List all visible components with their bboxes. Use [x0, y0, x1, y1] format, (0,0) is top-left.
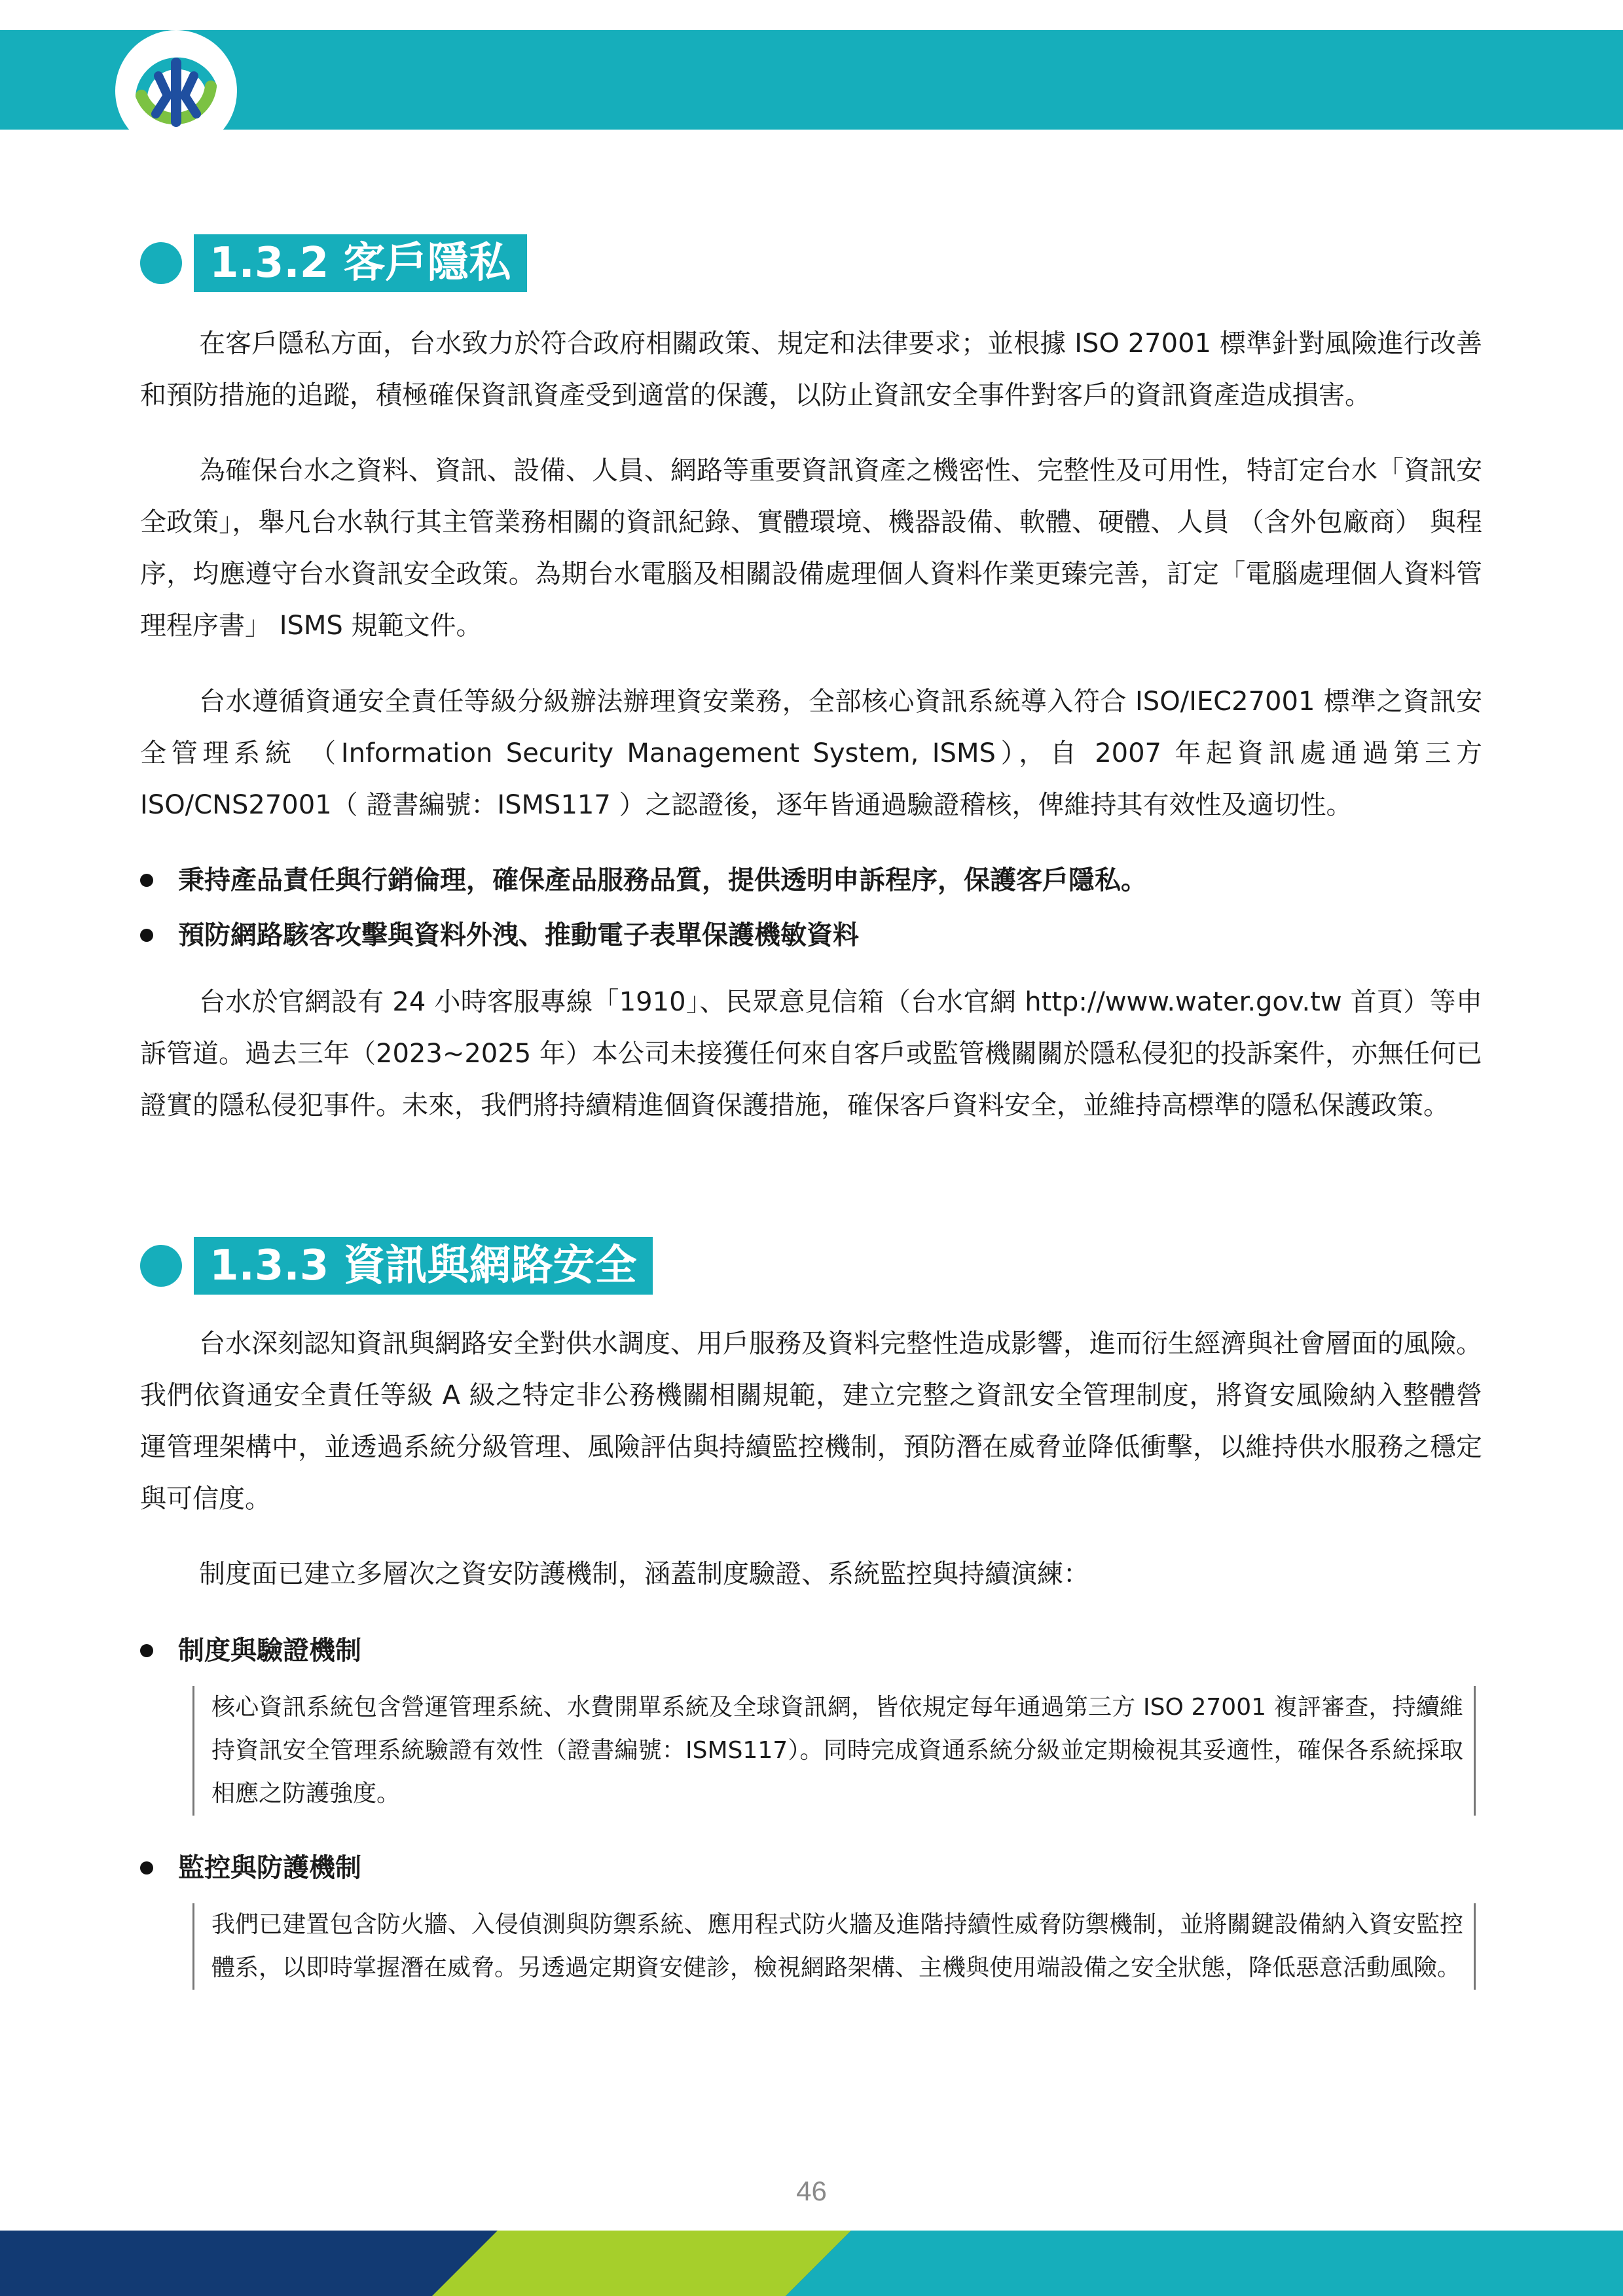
taiwan-water-logo-icon — [115, 30, 237, 152]
header-band — [0, 30, 1623, 130]
paragraph: 制度面已建立多層次之資安防護機制，涵蓋制度驗證、系統監控與持續演練： — [199, 1559, 1089, 1589]
bullet-text: 預防網路駭客攻擊與資料外洩、推動電子表單保護機敏資料 — [178, 920, 859, 950]
section-title: 1.3.2 客戶隱私 — [194, 234, 527, 292]
paragraph: 台水遵循資通安全責任等級分級辦法辦理資安業務，全部核心資訊系統導入符合 ISO/IEC27001 標準之資訊安全管理系統 （Information Security Management System, ISMS），自 2007 年起資訊處通過第三方 ISO/CNS27001（ 證書編號：ISMS117 ）之認證後，逐年皆通過驗證稽核，俾維持其有效性及適切性。 — [140, 687, 1482, 820]
bullet-dot-icon — [140, 1644, 153, 1657]
quote-block: 我們已建置包含防火牆、入侵偵測與防禦系統、應用程式防火牆及進階持續性威脅防禦機制，並將關鍵設備納入資安監控體系，以即時掌握潛在威脅。另透過定期資安健診，檢視網路架構、主機與使用端設備之安全狀態，降低惡意活動風險。 — [192, 1903, 1476, 1990]
bullet-text: 監控與防護機制 — [178, 1853, 361, 1883]
paragraph: 台水深刻認知資訊與網路安全對供水調度、用戶服務及資料完整性造成影響，進而衍生經濟與社會層面的風險。我們依資通安全責任等級 A 級之特定非公務機關相關規範，建立完整之資訊安全管理制度，將資安風險納入整體營運管理架構中，並透過系統分級管理、風險評估與持續監控機制，預防潛在威脅並降低衝擊，以維持供水服務之穩定與可信度。 — [140, 1329, 1482, 1514]
bullet-dot-icon — [140, 1861, 153, 1874]
paragraph: 為確保台水之資料、資訊、設備、人員、網路等重要資訊資產之機密性、完整性及可用性，特訂定台水「資訊安全政策」，舉凡台水執行其主管業務相關的資訊紀錄、實體環境、機器設備、軟體、硬體、人員 （含外包廠商） 與程序，均應遵守台水資訊安全政策。為期台水電腦及相關設備處理個人資料作業更臻完善，訂定「電腦處理個人資料管理程序書」 ISMS 規範文件。 — [140, 456, 1482, 641]
heading-dot-icon — [140, 242, 182, 284]
paragraph: 在客戶隱私方面，台水致力於符合政府相關政策、規定和法律要求；並根據 ISO 27001 標準針對風險進行改善和預防措施的追蹤，積極確保資訊資產受到適當的保護，以防止資訊安全事件對客戶的資訊資產造成損害。 — [140, 329, 1482, 410]
page-number: 46 — [796, 2176, 827, 2206]
bullet-text: 制度與驗證機制 — [178, 1636, 361, 1666]
quote-block: 核心資訊系統包含營運管理系統、水費開單系統及全球資訊網，皆依規定每年通過第三方 ISO 27001 複評審查，持續維持資訊安全管理系統驗證有效性（證書編號：ISMS117）。同時完成資通系統分級並定期檢視其妥適性，確保各系統採取相應之防護強度。 — [192, 1686, 1476, 1816]
bullet-text: 秉持產品責任與行銷倫理，確保產品服務品質，提供透明申訴程序，保護客戶隱私。 — [178, 865, 1147, 895]
paragraph: 台水於官網設有 24 小時客服專線「1910」、民眾意見信箱（台水官網 http://www.water.gov.tw 首頁）等申訴管道。過去三年（2023~2025 年）本公司未接獲任何來自客戶或監管機關關於隱私侵犯的投訴案件，亦無任何已證實的隱私侵犯事件。未來，我們將持續精進個資保護措施，確保客戶資料安全，並維持高標準的隱私保護政策。 — [140, 987, 1482, 1121]
heading-dot-icon — [140, 1245, 182, 1287]
section-title: 1.3.3 資訊與網路安全 — [194, 1237, 653, 1295]
footer-band — [0, 2231, 1623, 2296]
bullet-dot-icon — [140, 929, 153, 942]
bullet-dot-icon — [140, 874, 153, 887]
